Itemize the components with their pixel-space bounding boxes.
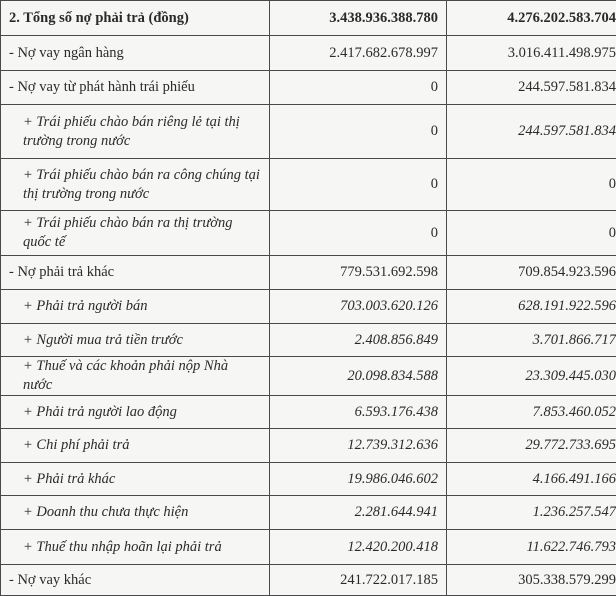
value-cell: 12.420.200.418 — [270, 530, 447, 565]
value-cell: 3.016.411.498.975 — [447, 36, 616, 71]
table-row — [1, 429, 616, 463]
row-label: + Phải trả người bán — [1, 290, 270, 324]
value-cell: 0 — [447, 159, 616, 211]
value-cell: 0 — [270, 105, 447, 159]
row-label: + Phải trả khác — [1, 463, 270, 496]
value-cell: 0 — [447, 211, 616, 256]
value-cell: 703.003.620.126 — [270, 290, 447, 324]
row-label: - Nợ vay ngân hàng — [1, 36, 270, 71]
row-label: + Thuế và các khoản phải nộp Nhà nước — [1, 357, 270, 396]
row-label: + Thuế thu nhập hoãn lại phải trả — [1, 530, 270, 565]
value-cell: 2.417.682.678.997 — [270, 36, 447, 71]
table-row — [1, 530, 616, 565]
table-row — [1, 290, 616, 324]
row-label: + Phải trả người lao động — [1, 396, 270, 429]
value-cell: 6.593.176.438 — [270, 396, 447, 429]
value-cell: 4.166.491.166 — [447, 463, 616, 496]
value-cell: 1.236.257.547 — [447, 496, 616, 530]
table-row — [1, 211, 616, 256]
row-label: + Trái phiếu chào bán riêng lẻ tại thị trường trong nước — [1, 105, 270, 159]
value-cell: 628.191.922.596 — [447, 290, 616, 324]
row-label: + Người mua trả tiền trước — [1, 324, 270, 357]
value-cell: 2.408.856.849 — [270, 324, 447, 357]
table-row-total-liabilities — [1, 1, 616, 36]
value-cell: 7.853.460.052 — [447, 396, 616, 429]
value-cell: 3.701.866.717 — [447, 324, 616, 357]
value-cell: 2.281.644.941 — [270, 496, 447, 530]
row-label: 2. Tổng số nợ phải trả (đồng) — [1, 1, 270, 36]
value-cell: 3.438.936.388.780 — [270, 1, 447, 36]
value-cell: 305.338.579.299 — [447, 565, 616, 596]
row-label: + Trái phiếu chào bán ra thị trường quốc tế — [1, 211, 270, 256]
table-row — [1, 256, 616, 290]
row-label: - Nợ vay khác — [1, 565, 270, 596]
table-row — [1, 496, 616, 530]
value-cell: 23.309.445.030 — [447, 357, 616, 396]
row-label: + Doanh thu chưa thực hiện — [1, 496, 270, 530]
value-cell: 19.986.046.602 — [270, 463, 447, 496]
value-cell: 12.739.312.636 — [270, 429, 447, 463]
table-row — [1, 357, 616, 396]
value-cell: 4.276.202.583.704 — [447, 1, 616, 36]
table-row — [1, 324, 616, 357]
table-row — [1, 105, 616, 159]
table-row — [1, 396, 616, 429]
value-cell: 20.098.834.588 — [270, 357, 447, 396]
value-cell: 244.597.581.834 — [447, 71, 616, 105]
table-row — [1, 36, 616, 71]
value-cell: 0 — [270, 159, 447, 211]
row-label: - Nợ vay từ phát hành trái phiếu — [1, 71, 270, 105]
value-cell: 0 — [270, 71, 447, 105]
row-label: + Trái phiếu chào bán ra công chúng tại thị trường trong nước — [1, 159, 270, 211]
value-cell: 779.531.692.598 — [270, 256, 447, 290]
table-row — [1, 565, 616, 596]
value-cell: 241.722.017.185 — [270, 565, 447, 596]
value-cell: 709.854.923.596 — [447, 256, 616, 290]
value-cell: 0 — [270, 211, 447, 256]
row-label: + Chi phí phải trả — [1, 429, 270, 463]
value-cell: 244.597.581.834 — [447, 105, 616, 159]
table-row — [1, 159, 616, 211]
row-label: - Nợ phải trả khác — [1, 256, 270, 290]
value-cell: 29.772.733.695 — [447, 429, 616, 463]
value-cell: 11.622.746.793 — [447, 530, 616, 565]
table-row — [1, 463, 616, 496]
table-row — [1, 71, 616, 105]
